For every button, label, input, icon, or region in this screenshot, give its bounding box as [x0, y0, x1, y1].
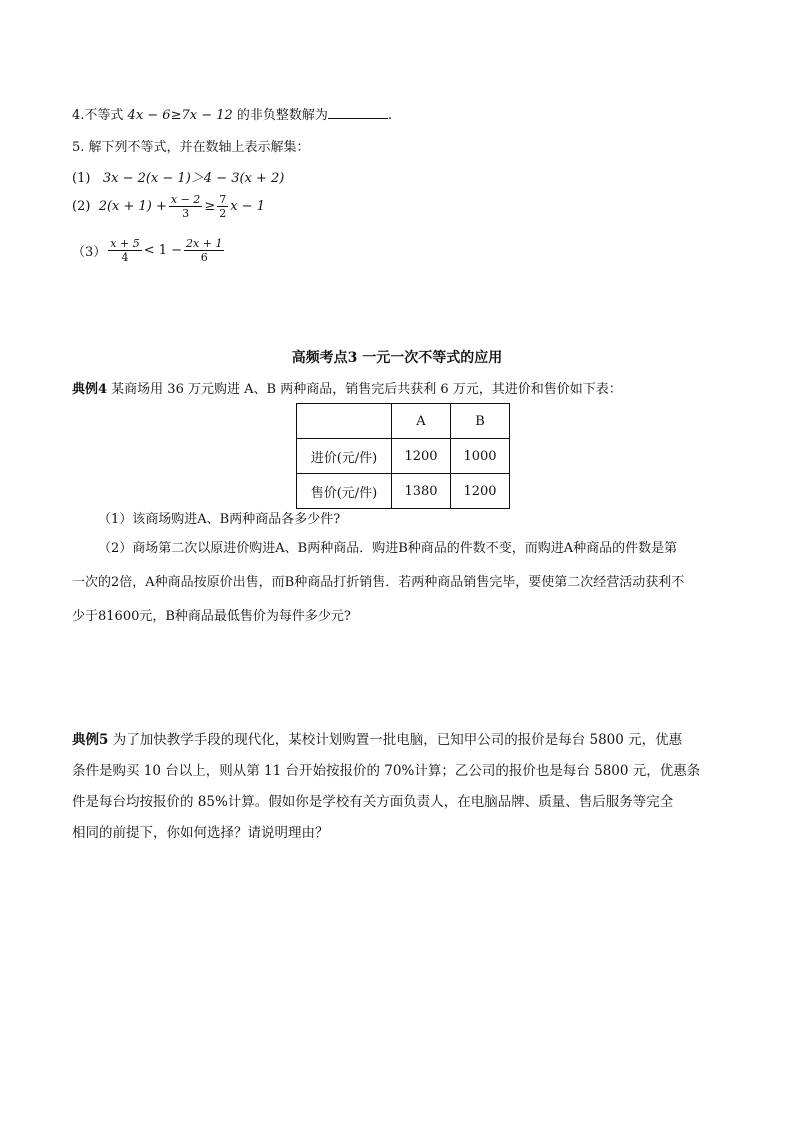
- table-cell: 1200: [451, 474, 510, 509]
- question-5-title: 5. 解下列不等式，并在数轴上表示解集：: [72, 140, 310, 155]
- price-table: [296, 403, 510, 509]
- item-2-fraction-1: [169, 193, 202, 220]
- example-4-label: 典例4: [72, 382, 108, 397]
- table-header-cell: A: [392, 404, 451, 439]
- fraction-numerator: x − 2: [170, 193, 201, 206]
- table-cell: 进价(元/件): [297, 439, 392, 474]
- example-4-intro: [72, 378, 622, 397]
- q4-suffix: 的非负整数解为: [232, 108, 328, 123]
- item-3-fraction-2: [184, 237, 224, 264]
- item-2-term-b: x − 1: [230, 199, 265, 214]
- item-3-label: （3）: [72, 245, 107, 260]
- fraction-denominator: 2: [219, 207, 227, 220]
- example-4-part-2-line-2: 一次的2倍，A种商品按原价出售，而B种商品打折销售．若两种商品销售完毕，要使第二次经营活动获利不: [72, 575, 685, 590]
- fraction-numerator: 2x + 1: [186, 237, 223, 250]
- fraction-numerator: x + 5: [110, 237, 140, 250]
- item-1-expression: 3x − 2(x − 1)＞4 − 3(x + 2): [102, 171, 285, 186]
- answer-blank[interactable]: [328, 106, 388, 119]
- example-5-line-3: 件是每台均按报价的 85%计算。假如你是学校有关方面负责人，在电脑品牌、质量、售后服务等完全: [72, 794, 674, 810]
- example-4-text: 某商场用 36 万元购进 A、B 两种商品，销售完后共获利 6 万元，其进价和售价如下表：: [107, 382, 622, 397]
- table-row: [297, 404, 510, 439]
- example-4-part-1: （1）该商场购进A、B两种商品各多少件?: [98, 512, 341, 527]
- question-4: [72, 104, 392, 123]
- example-5-line-4: 相同的前提下，你如何选择？请说明理由？: [72, 825, 329, 841]
- item-2-label: (2): [72, 199, 91, 214]
- table-header-cell: [297, 404, 392, 439]
- item-2-term-a: 2(x + 1) +: [98, 199, 167, 214]
- example-4-part-2-line-3: 少于81600元，B种商品最低售价为每件多少元?: [72, 609, 351, 624]
- example-5-line-1: [72, 725, 682, 756]
- fraction-denominator: 3: [182, 207, 190, 220]
- inequality-2: [72, 193, 265, 220]
- table-cell: 售价(元/件): [297, 474, 392, 509]
- table-cell: 1200: [392, 439, 451, 474]
- item-2-fraction-2: [217, 193, 228, 220]
- q4-end: .: [387, 108, 393, 123]
- section-heading: 高频考点3 一元一次不等式的应用: [291, 350, 503, 366]
- table-cell: 1000: [451, 439, 510, 474]
- table-row: [297, 474, 510, 509]
- example-4-part-2-line-1: （2）商场第二次以原进价购进A、B两种商品．购进B种商品的件数不变，而购进A种商品的件数是第: [98, 541, 678, 556]
- q4-expression: 4x − 6≥7x − 12: [127, 108, 233, 123]
- item-1-label: (1): [72, 171, 91, 186]
- item-3-fraction-1: [108, 237, 141, 264]
- table-cell: 1380: [392, 474, 451, 509]
- example-5-text: 为了加快教学手段的现代化，某校计划购置一批电脑，已知甲公司的报价是每台 5800 元，优惠: [108, 732, 683, 748]
- inequality-1: [72, 167, 284, 186]
- table-header-cell: B: [451, 404, 510, 439]
- example-5-label: 典例5: [72, 732, 109, 748]
- fraction-denominator: 4: [121, 251, 129, 264]
- item-2-ge: ≥: [204, 199, 216, 214]
- item-3-lt: < 1 −: [143, 243, 183, 258]
- example-5-line-2: 条件是购买 10 台以上，则从第 11 台开始按报价的 70%计算；乙公司的报价也是每台 5800 元，优惠条: [72, 763, 701, 779]
- inequality-3: [72, 237, 226, 264]
- q4-prefix: 4.不等式: [72, 108, 128, 123]
- fraction-denominator: 6: [200, 251, 208, 264]
- table-row: [297, 439, 510, 474]
- fraction-numerator: 7: [219, 193, 227, 206]
